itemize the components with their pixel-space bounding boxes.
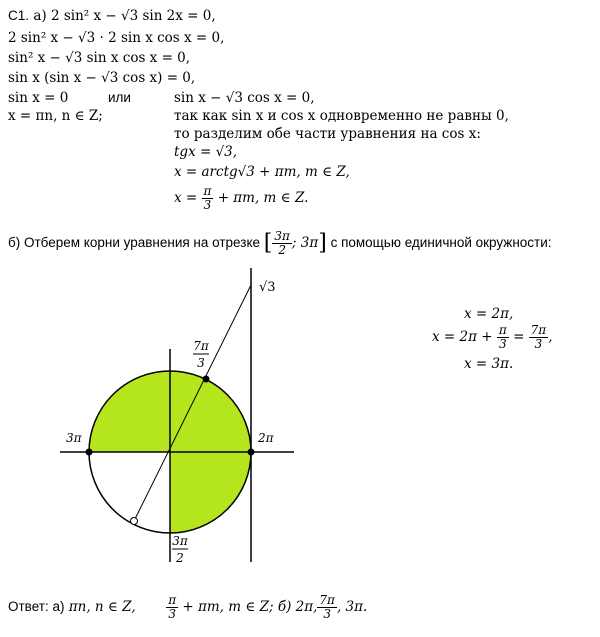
interval-bracket-right: ] [318,230,327,256]
point-7pi-3 [203,376,210,383]
root-2-num-2: 7π [530,323,547,337]
left-result: x = πn, n ∈ Z; [8,108,103,124]
equation-2: 2 sin² x − √3 · 2 sin x cos x = 0, [8,30,225,46]
final-num: π [203,184,212,198]
answer-part-b: б) 2π, [277,599,318,615]
top-label-num: 7π [193,339,209,353]
root-2-num-1: π [498,323,507,337]
root-2 [432,320,553,354]
left-case: sin x = 0 [8,90,69,106]
root-1: x = 2π, [464,306,514,322]
reason-line-1: так как sin x и cos x одновременно не равны 0, [174,108,509,124]
top-label-den: 3 [197,356,205,370]
right-label: 2π [258,431,274,445]
answer-frac-num: π [168,593,177,607]
or-word: или [108,90,131,105]
equation-1: 2 sin² x − √3 sin 2x = 0, [50,8,216,24]
interval-den: 2 [278,242,286,257]
arctg-equation: x = arctg√3 + πm, m ∈ Z, [174,164,350,180]
root-2-frac-1 [497,324,509,351]
tg-equation: tgx = √3, [174,144,238,160]
reason-line-2: то разделим обе части уравнения на cos x: [174,126,481,142]
point-4pi-3 [131,518,138,525]
root-3: x = 3π. [464,356,514,372]
sqrt3-label: √3 [259,280,276,295]
fill-lower-right-quarter [170,452,251,533]
root-2-suffix: , [548,329,553,345]
answer-part-1: πn, n ∈ Z, [68,599,136,615]
root-2-prefix: x = 2π + [432,329,493,345]
answer-b-frac [317,594,337,621]
problem-label: С1. [8,8,30,23]
point-2pi [248,449,255,456]
interval-rest: ; 3π [291,235,319,251]
answer-label: Ответ: а) [8,599,65,614]
answer-line [8,590,367,624]
equation-3: sin² x − √3 sin x cos x = 0, [8,50,191,66]
bottom-label-den: 2 [176,551,184,565]
part-b-label: б) Отберем корни уравнения на отрезке [8,235,261,250]
root-2-den-1: 3 [499,337,507,351]
answer-frac [166,594,178,621]
answer-b-tail: , 3π. [336,599,368,615]
part-a-label: а) [33,8,47,24]
interval-bracket-left: [ [263,230,273,256]
root-2-den-2: 3 [534,337,543,351]
answer-b-den: 3 [323,607,331,621]
root-2-frac-2 [529,324,549,351]
part-b-tail: с помощью единичной окружности: [330,235,552,250]
answer-frac-den: 3 [168,607,176,621]
equation-4: sin x (sin x − √3 cos x) = 0, [8,70,196,86]
right-case: sin x − √3 cos x = 0, [174,90,315,106]
interval-num: 3π [274,228,290,243]
final-den: 3 [203,198,212,212]
root-2-eq: = [513,329,525,345]
bottom-label-num: 3π [172,534,188,548]
left-label: 3π [66,431,82,445]
answer-b-num: 7π [319,593,335,607]
point-3pi-2pi-left [86,449,93,456]
answer-part-2: + πm, m ∈ Z; [182,599,274,615]
final-x-prefix: x = [174,190,198,206]
final-suffix: + πm, m ∈ Z. [217,190,309,206]
